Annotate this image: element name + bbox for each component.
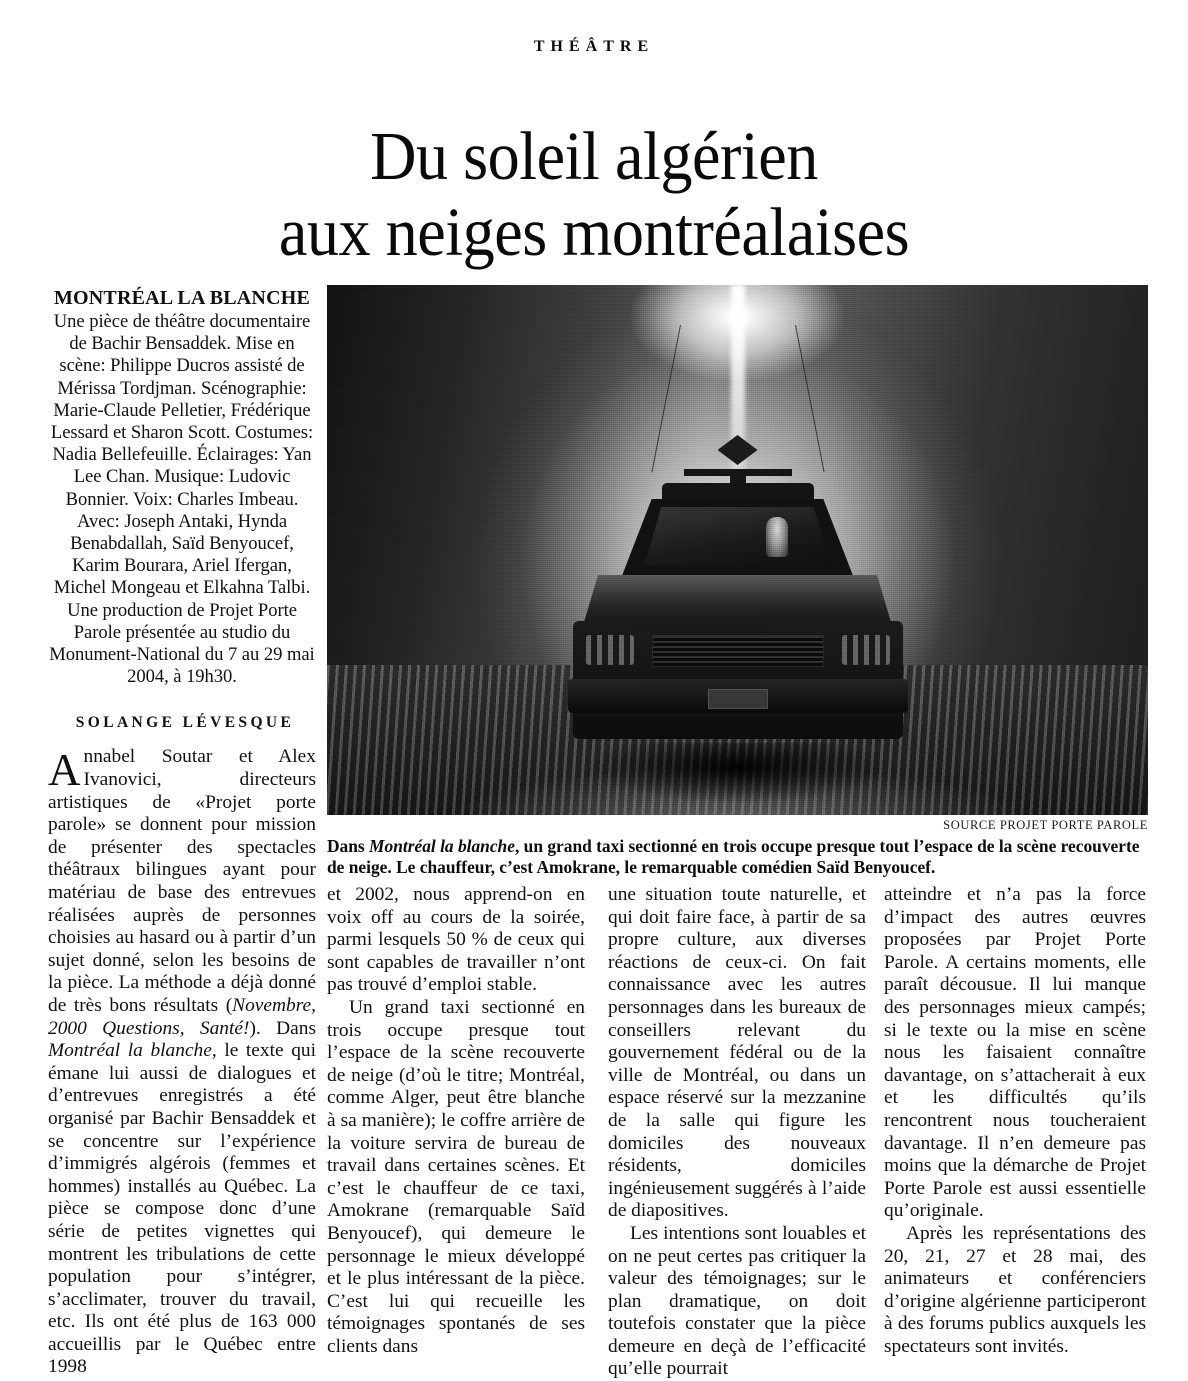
article-photo [327,285,1148,815]
headline-line-2: aux neiges montréalaises [278,194,910,271]
col2-paragraph-1: et 2002, nous apprend-on en voix off au cours de la soirée, parmi lesquels 50 % de ceux qui sont capables de travailler n’ont pas trouvé d’emploi stable. [327,884,585,996]
photo-caption [327,836,1150,877]
caption-text-pre: Dans [327,836,370,856]
col1-text-a: nnabel Soutar et Alex Ivanovici, directeurs artistiques de «Projet porte parole» se donnent pour mission de présenter des spectacles théâtraux bilingues ayant pour matériau de base des entrevues réalisées auprès de personnes choisies au hasard ou à partir d’un sujet donné, selon les besoins de la pièce. La méthode a déjà donné de très bons résultats ( [48,746,316,1016]
col4-paragraph-2: Après les représentations des 20, 21, 27 et 28 mai, des animateurs et conférenciers d’origine algérienne participeront à des forums publics auxquels les spectateurs sont invités. [884,1222,1146,1357]
page-title [42,118,1147,270]
col4-paragraph-1: atteindre et n’a pas la force d’impact des autres œuvres proposées par Projet Porte Parole. A certains moments, elle paraît décousue. Il lui manque des personnages mieux campés; si le texte ou la mise en scène nous les faisaient connaître davantage, on s’attacherait à eux et les difficultés qu’ils rencontrent nous toucheraient davantage. Il n’en demeure pas moins que la démarche de Projet Porte Parole est aussi essentielle qu’originale. [884,884,1146,1222]
col3-paragraph-2: Les intentions sont louables et on ne peut certes pas critiquer la valeur des témoignages; sur le plan dramatique, on doit toutefois constater que la pièce demeure en deçà de l’efficacité qu’elle pourrait [608,1222,866,1380]
article-column-1 [48,746,316,1379]
production-title: MONTRÉAL LA BLANCHE [53,287,311,309]
col3-paragraph-1: une situation toute naturelle, et qui doit faire face, à partir de sa propre culture, aux diverses réactions de ceux-ci. On fait connaissance avec les autres personnages dans les bureaux de conseillers relevant du gouvernement fédéral ou de la ville de Montréal, ou dans un espace réservé sur la mezzanine de la salle qui figure les domiciles des nouveaux résidents, domiciles ingénieusement suggérés à l’aide de diapositives. [608,884,866,1222]
caption-play-title: Montréal la blanche [369,836,515,856]
section-kicker: THÉÂTRE [533,38,655,55]
caption-text-post: , un grand taxi sectionné en trois occupe presque tout l’espace de la scène recouverte de neige. Le chauffeur, c’est Amokrane, le remarquable comédien Saïd Benyoucef. [327,836,1140,877]
col1-italic-play-title: Montréal la blanche [48,1040,212,1062]
headline-line-1: Du soleil algérien [370,118,818,195]
drop-cap: A [48,745,81,796]
halftone-grain-overlay [327,285,1148,815]
article-column-2 [327,884,585,1358]
col1-text-b: ). Dans [249,1017,316,1039]
col1-italic-titles: Novembre, 2000 Questions, Santé! [48,994,316,1039]
article-column-3 [608,884,866,1381]
production-credits: Une pièce de théâtre documentaire de Bachir Bensaddek. Mise en scène: Philippe Ducros assisté de Mérissa Tordjman. Scénographie: Marie-Claude Pelletier, Frédérique Lessard et Sharon Scott. Costumes: Nadia Bellefeuille. Éclairages: Yan Lee Chan. Musique: Ludovic Bonnier. Voix: Charles Imbeau. Avec: Joseph Antaki, Hynda Benabdallah, Saïd Benyoucef, Karim Bourara, Ariel Ifergan, Michel Mongeau et Elkahna Talbi. Une production de Projet Porte Parole présentée au studio du Monument-National du 7 au 29 mai 2004, à 19h30. [49,311,315,688]
article-body-columns [327,884,1155,1380]
left-column [48,286,316,1379]
photo-credit: SOURCE PROJET PORTE PAROLE [943,818,1148,832]
col2-paragraph-2: Un grand taxi sectionné en trois occupe presque tout l’espace de la scène recouverte de neige (d’où le titre; Montréal, comme Alger, peut être blanche à sa manière); le coffre arrière de la voiture servira de bureau de travail dans certaines scènes. Et c’est le chauffeur de ce taxi, Amokrane (remarquable Saïd Benyoucef), qui demeure le personnage le mieux développé et le plus intéressant de la pièce. C’est lui qui recueille les témoignages spontanés de ses clients dans [327,996,585,1357]
col1-text-c: , le texte qui émane lui aussi de dialogues et d’entrevues enregistrés a été organisé par Bachir Bensaddek et se concentre sur l’expérience d’immigrés algérois (femmes et hommes) installés au Québec. La pièce se compose donc d’une série de petites vignettes qui montrent les tribulations de cette population pour s’intégrer, s’acclimater, trouver du travail, etc. Ils ont été plus de 163 000 accueillis par le Québec entre 1998 [48,1040,316,1378]
article-column-4 [884,884,1146,1358]
byline: SOLANGE LÉVESQUE [75,714,295,732]
